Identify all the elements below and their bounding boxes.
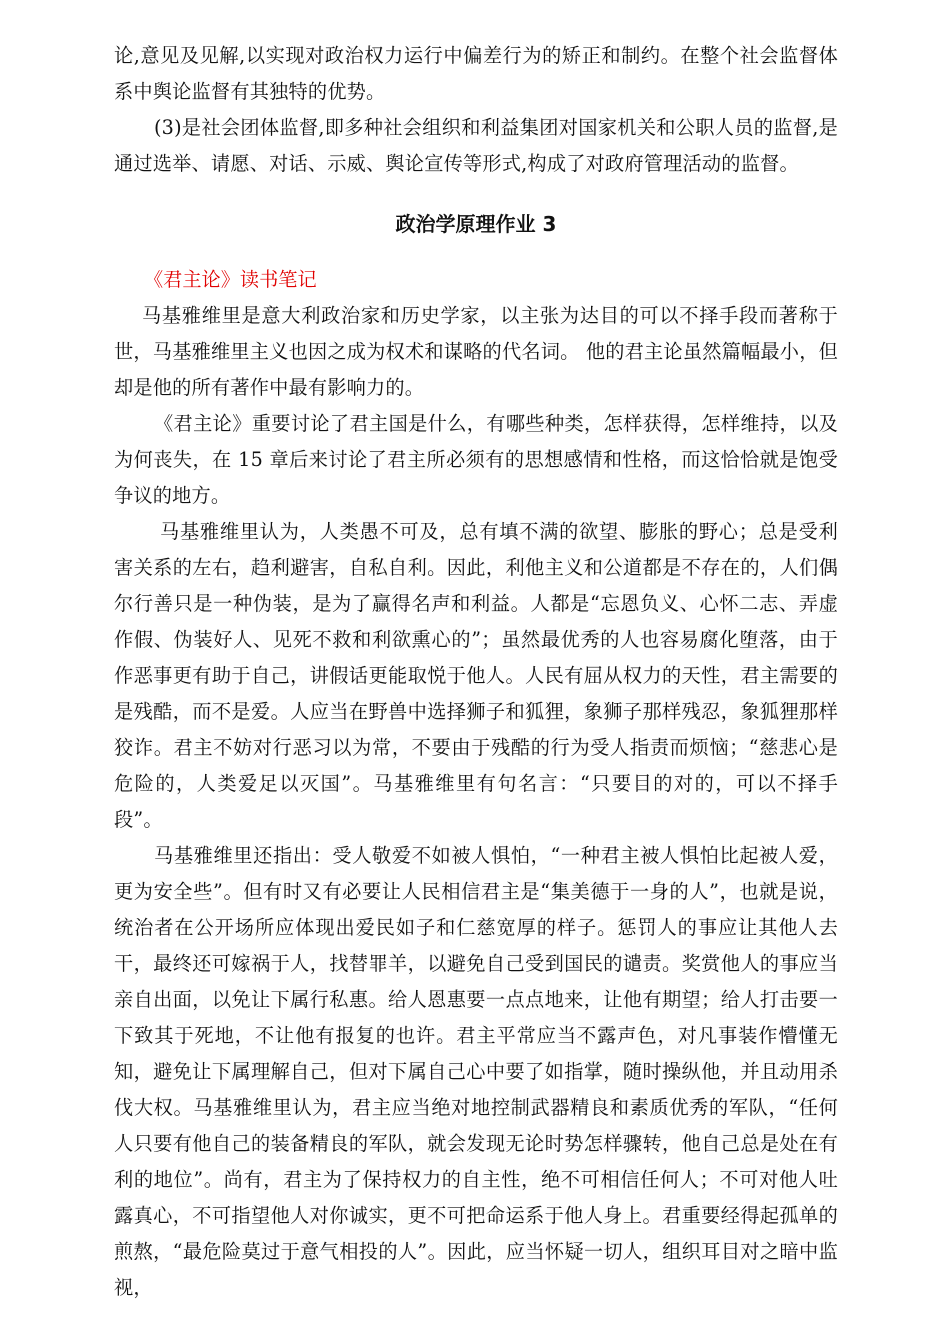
paragraph-fear-vs-love: 马基雅维里还指出：受人敬爱不如被人惧怕，“一种君主被人惧怕比起被人爱，更为安全些”。但有时又有必要让人民相信君主是“集美德于一身的人”，也就是说，统治者在公开场所应体现出爱民如子和仁慈宽厚的样子。惩罚人的事应让其他人去干，最终还可嫁祸于人，找替罪羊，以避免自己受到国民的谴责。奖赏他人的事应当亲自出面，以免让下属行私惠。给人恩惠要一点点地来，让他有期望；给人打击要一下致其于死地，不让他有报复的也许。君主平常应当不露声色，对凡事装作懵懂无知，避免让下属理解自己，但对下属自己心中要了如指掌，随时操纵他，并且动用杀伐大权。马基雅维里认为，君主应当绝对地控制武器精良和素质优秀的军队，“任何人只要有他自己的装备精良的军队，就会发现无论时势怎样骤转，他自己总是处在有利的地位”。尚有，君主为了保持权力的自主性，绝不可相信任何人；不可对他人吐露真心，不可指望他人对你诚实，更不可把命运系于他人身上。君重要经得起孤单的煎熬，“最危险莫过于意气相投的人”。因此，应当怀疑一切人，组织耳目对之暗中监视， bbox=[114, 844, 838, 1299]
document-page bbox=[114, 38, 838, 1306]
paragraph-machiavelli-intro: 马基雅维里是意大利政治家和历史学家，以主张为达目的可以不择手段而著称于世，马基雅维里主义也因之成为权术和谋略的代名词。 他的君主论虽然篇幅最小，但却是他的所有著作中最有影响力的。 bbox=[114, 304, 838, 399]
paragraph-prince-topics: 《君主论》重要讨论了君主国是什么，有哪些种类，怎样获得，怎样维持，以及为何丧失，在 15 章后来讨论了君主所必须有的思想感情和性格，而这恰恰就是饱受争议的地方。 bbox=[114, 412, 838, 507]
paragraph-press-supervision: 论,意见及见解,以实现对政治权力运行中偏差行为的矫正和制约。在整个社会监督体系中舆论监督有其独特的优势。 bbox=[114, 44, 838, 103]
reading-notes-heading: 《君主论》读书笔记 bbox=[144, 268, 317, 291]
paragraph-human-nature: 马基雅维里认为，人类愚不可及，总有填不满的欲望、膨胀的野心；总是受利害关系的左右，趋利避害，自私自利。因此，利他主义和公道都是不存在的，人们偶尔行善只是一种伪装，是为了赢得名声和利益。人都是“忘恩负义、心怀二志、弄虚作假、伪装好人、见死不救和利欲熏心的”；虽然最优秀的人也容易腐化堕落，由于作恶事更有助于自己，讲假话更能取悦于他人。人民有屈从权力的天性，君主需要的是残酷，而不是爱。人应当在野兽中选择狮子和狐狸，象狮子那样残忍，象狐狸那样狡诈。君主不妨对行恶习以为常，不要由于残酷的行为受人指责而烦恼；“慈悲心是危险的，人类爱足以灭国”。马基雅维里有句名言：“只要目的对的，可以不择手段”。 bbox=[114, 520, 838, 831]
assignment-title: 政治学原理作业 3 bbox=[395, 212, 557, 236]
paragraph-social-group-supervision: (3)是社会团体监督,即多种社会组织和利益集团对国家机关和公职人员的监督,是通过选举、请愿、对话、示威、舆论宣传等形式,构成了对政府管理活动的监督。 bbox=[114, 116, 838, 175]
